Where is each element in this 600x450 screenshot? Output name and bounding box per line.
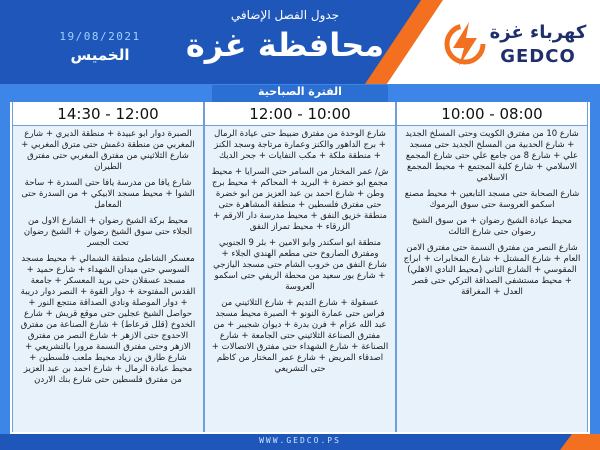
area-item: شارع الوحدة من مفترق ضبيط حتى عيادة الرمال + برج الداهور والكنز وعمارة مرتاجة وسجد الكنز + منطقة ملكة + مكب النفايات + جحر الديك <box>214 129 386 161</box>
lightning-bolt-icon <box>443 18 487 70</box>
time-slot-header: 12:00 - 10:00 <box>205 102 395 126</box>
brand-name-ar: كهرباء غزة <box>489 22 587 43</box>
time-slot-header: 14:30 - 12:00 <box>13 102 203 126</box>
side-decoration-left <box>0 102 10 434</box>
area-item: ش/ عمر المختار من السامر حتى السرايا + محيط مجمع ابو خضرة + البريد + المحاكم + محيط برج وطن + شارع احمد بن عبد العزيز من ابو خضرة حتى مفترق فلسطين + منطقة المشاهرة حتى منطقة خزيق النفق + محيط مدرسة دار الارقم + الزرقاء + محيط تمراز النفق <box>211 167 389 232</box>
period-label: الفترة الصباحية <box>212 85 388 102</box>
area-item: شارع يافا من مدرسة يافا حتى السدرة + ساحة الشوا + محيط مسجد الابيكي + من السدرة حتى المعامل <box>21 178 195 210</box>
website-url[interactable]: WWW.GEDCO.PS <box>259 436 341 445</box>
time-slot-header: 10:00 - 08:00 <box>397 102 587 126</box>
page-title: محافظة غزة <box>185 26 385 64</box>
schedule-day: الخميس <box>70 46 130 64</box>
schedule-date: 19/08/2021 <box>59 30 141 43</box>
area-list <box>13 126 203 386</box>
page-subtitle: جدول الفصل الإضافي <box>230 8 340 22</box>
area-item: محيط عيادة الشيخ رضوان + من سوق الشيخ رضوان حتى شارع الثالث <box>412 216 572 237</box>
side-decoration-right <box>590 102 600 434</box>
area-item: عسقولة + شارع التديم + شارع الثلاثيني من فراس حتى عمارة النونو + الصبرة محيط مسجد عبد الله عزام + فرن بدرة + ديوان شجيبر + من مفترق الصناعة الثلاثيني حتى الجامعة + شارع الصناعة + شارع الشهداء حتى مفترق الاتصالات + اصدقاء المريض + شارع عمر المختار من كاظم حتى التشريعي <box>211 298 389 374</box>
area-item: شارع 10 من مفترق الكويت وحتى المسلخ الجديد + شارع الحدبية من المسلخ الجديد حتى مسجد علي + شارع 8 من جامع علي حتى شارع المجمع الاسلامي + شارع كلية المجتمع + محيط المجمع الاسلامي <box>405 129 579 183</box>
area-item: معسكر الشاطئ منطقة الشمالي + محيط مسجد السوسي حتى ميدان الشهداء + شارع حميد + مسجد عسقلان حتى بريد المعسكر + جامعة القدس المفتوحة + دوار القوة + النصر دوار دريبة + دوار الموصلة ونادي الصداقة منتجع النور + حواصل الشيخ عجلين حتى موقع قريش + شارع الخدوخ (قلل قرعاط) + شارع الصناعة من مفترق الاحدوج حتى الازهر + شارع النصر من مفترق الازهر وحتى مفترق النسمة مرورا بالتشريعي + شارع طارق بن زياد محيط ملعب فلسطين + محيط عيادة الرمال + شارع احمد بن عبد العزيز من مفترق فلسطين حتى شارع بنك الاردن <box>20 254 196 385</box>
schedule-column-first <box>396 102 588 432</box>
area-item: شارع الصحابة حتى مسجد التابعين + محيط مصنع اسكمو العروسة حتى سوق اليرموك <box>404 189 580 210</box>
area-item: منطقة ابو اسكندر وابو الامين + بئر 9 الجنوبي ومفترق الصاروخ حتى مطعم الهندي الجلاء + شارع النفق من خروب الشام حتى مسجد اليازجي + شارع بور سعيد من محطة الريفي حتى اسكمو العروسة <box>213 238 387 292</box>
area-item: شارع النصر من مفترق النسمة حتى مفترق الامن العام + شارع المشتل + شارع المخابرات + ابراج المقوسي + الشارع الثاني (محيط النادي الاهلي) + محيط مستشفى الصداقة التركي حتى قصر العدل + المغراقة <box>403 243 581 297</box>
schedule-column-third <box>12 102 204 432</box>
brand-name-en: GEDCO <box>500 46 576 67</box>
schedule-column-second <box>204 102 396 432</box>
area-item: محيط بركة الشيخ رضوان + الشارع الاول من الجلاء حتى سوق الشيخ رضوان + الشيخ رضوان تحت الجسر <box>23 216 193 248</box>
area-list <box>397 126 587 298</box>
area-list <box>205 126 395 375</box>
area-item: الصبرة دوار ابو عبيدة + منطقة الديري + شارع المغربي من منطقة دغمش حتى مترق المغربي + شارع الثلاثيني من مفترق المغربي حتى مفترق الطيران <box>21 129 195 172</box>
